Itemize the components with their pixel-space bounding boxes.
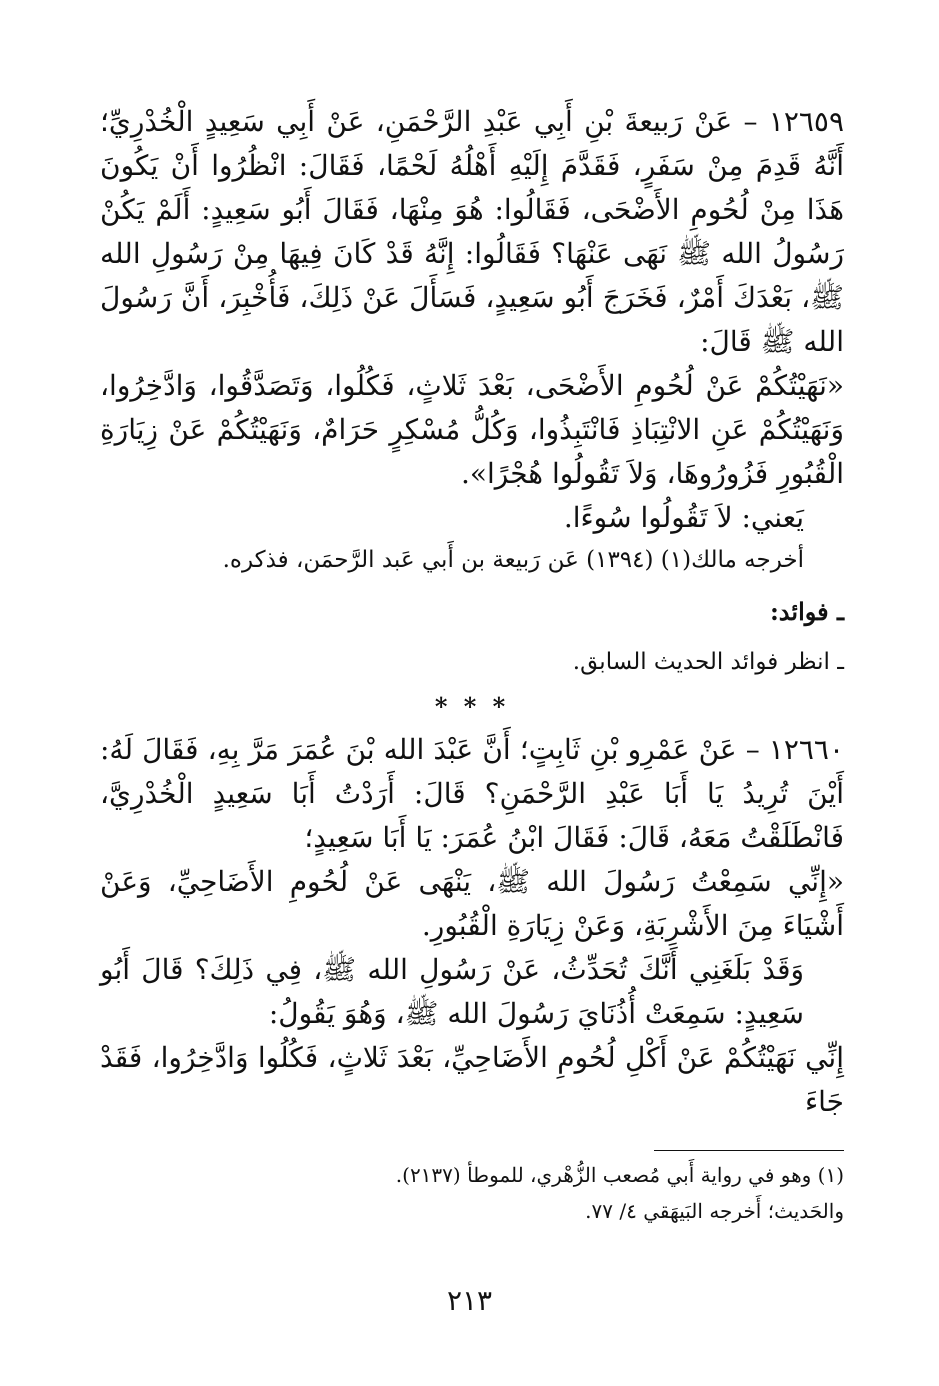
- hadith-12659-quote: «نَهَيْتُكُمْ عَنْ لُحُومِ الأَضْحَى، بَعْدَ ثَلاثٍ، فَكُلُوا، وَتَصَدَّقُوا، وَادَّخِرُوا، وَنَهَيْتُكُمْ عَنِ الانْتِبَاذِ فَانْتَبِذُوا، وَكُلُّ مُسْكِرٍ حَرَامٌ، وَنَهَيْتُكُمْ عَنْ زِيَارَةِ الْقُبُورِ فَزُورُوهَا، وَلاَ تَقُولُوا هُجْرًا».: [100, 369, 844, 490]
- hadith-12659-text: ١٢٦٥٩ – عَنْ رَبيعةَ بْنِ أَبِي عَبْدِ الرَّحْمَنِ، عَنْ أَبِي سَعِيدٍ الْخُدْرِيِّ؛ أَنَّهُ قَدِمَ مِنْ سَفَرٍ، فَقَدَّمَ إِلَيْهِ أَهْلُهُ لَحْمًا، فَقَالَ: انْظُرُوا أَنْ يَكُونَ هَذَا مِنْ لُحُومِ الأَضْحَى، فَقَالُوا: هُوَ مِنْهَا، فَقَالَ أَبُو سَعِيدٍ: أَلَمْ يَكُنْ رَسُولُ الله ﷺ نَهَى عَنْهَا؟ فَقَالُوا: إِنَّهُ قَدْ كَانَ فِيهَا مِنْ رَسُولِ الله ﷺ، بَعْدَكَ أَمْرٌ، فَخَرَجَ أَبُو سَعِيدٍ، فَسَأَلَ عَنْ ذَلِكَ، فَأُخْبِرَ، أَنَّ رَسُولَ الله ﷺ قَالَ:: [100, 105, 844, 358]
- hadith-12660-text: ١٢٦٦٠ – عَنْ عَمْرِو بْنِ ثَابِتٍ؛ أَنَّ عَبْدَ الله بْنَ عُمَرَ مَرَّ بِهِ، فَقَالَ لَهُ: أَيْنَ تُرِيدُ يَا أَبَا عَبْدِ الرَّحْمَنِ؟ قَالَ: أَرَدْتُ أَبَا سَعِيدٍ الْخُدْرِيَّ، فَانْطَلَقْتُ مَعَهُ، قَالَ: فَقَالَ ابْنُ عُمَرَ: يَا أَبَا سَعِيدٍ؛: [100, 733, 844, 854]
- footnote-2: والحَديث؛ أَخرجه البَيهَقي ٤/ ٧٧.: [585, 1199, 844, 1223]
- page-body: [100, 100, 844, 1229]
- footnote-1: (١) وهو في رواية أَبي مُصعب الزُّهْري، للموطأ (٢١٣٧).: [395, 1163, 844, 1187]
- hadith-12659-explanation: يَعني: لاَ تَقُولُوا سُوءًا.: [563, 501, 804, 534]
- page-number: ٢١٣: [446, 1284, 493, 1317]
- hadith-12659-takhrij: أخرجه مالك(١) (١٣٩٤) عَن رَبيعة بن أَبي عَبد الرَّحمَن، فذكره.: [222, 547, 804, 573]
- footnote-rule: [654, 1150, 844, 1151]
- benefits-heading: ـ فوائد:: [769, 597, 844, 626]
- benefits-item: ـ انظر فوائد الحديث السابق.: [572, 649, 844, 675]
- hadith-12660-quote: «إِنِّي سَمِعْتُ رَسُولَ الله ﷺ، يَنْهَى عَنْ لُحُومِ الأَضَاحِيِّ، وَعَنْ أَشْيَاءَ مِنَ الأَشْرِبَةِ، وَعَنْ زِيَارَةِ الْقُبُورِ.: [100, 865, 844, 942]
- hadith-12660-para2: وَقَدْ بَلَغَنِي أَنَّكَ تُحَدِّثُ، عَنْ رَسُولِ الله ﷺ، فِي ذَلِكَ؟ قَالَ أَبُو سَعِيدٍ: سَمِعَتْ أُذُنَايَ رَسُولَ الله ﷺ، وَهُوَ يَقُولُ:: [100, 953, 804, 1030]
- hadith-12660-para3: إِنِّي نَهَيْتُكُمْ عَنْ أَكْلِ لُحُومِ الأَضَاحِيِّ، بَعْدَ ثَلاثٍ، فَكُلُوا وَادَّخِرُوا، فَقَدْ جَاءَ: [100, 1041, 844, 1118]
- section-separator: * * *: [434, 692, 510, 721]
